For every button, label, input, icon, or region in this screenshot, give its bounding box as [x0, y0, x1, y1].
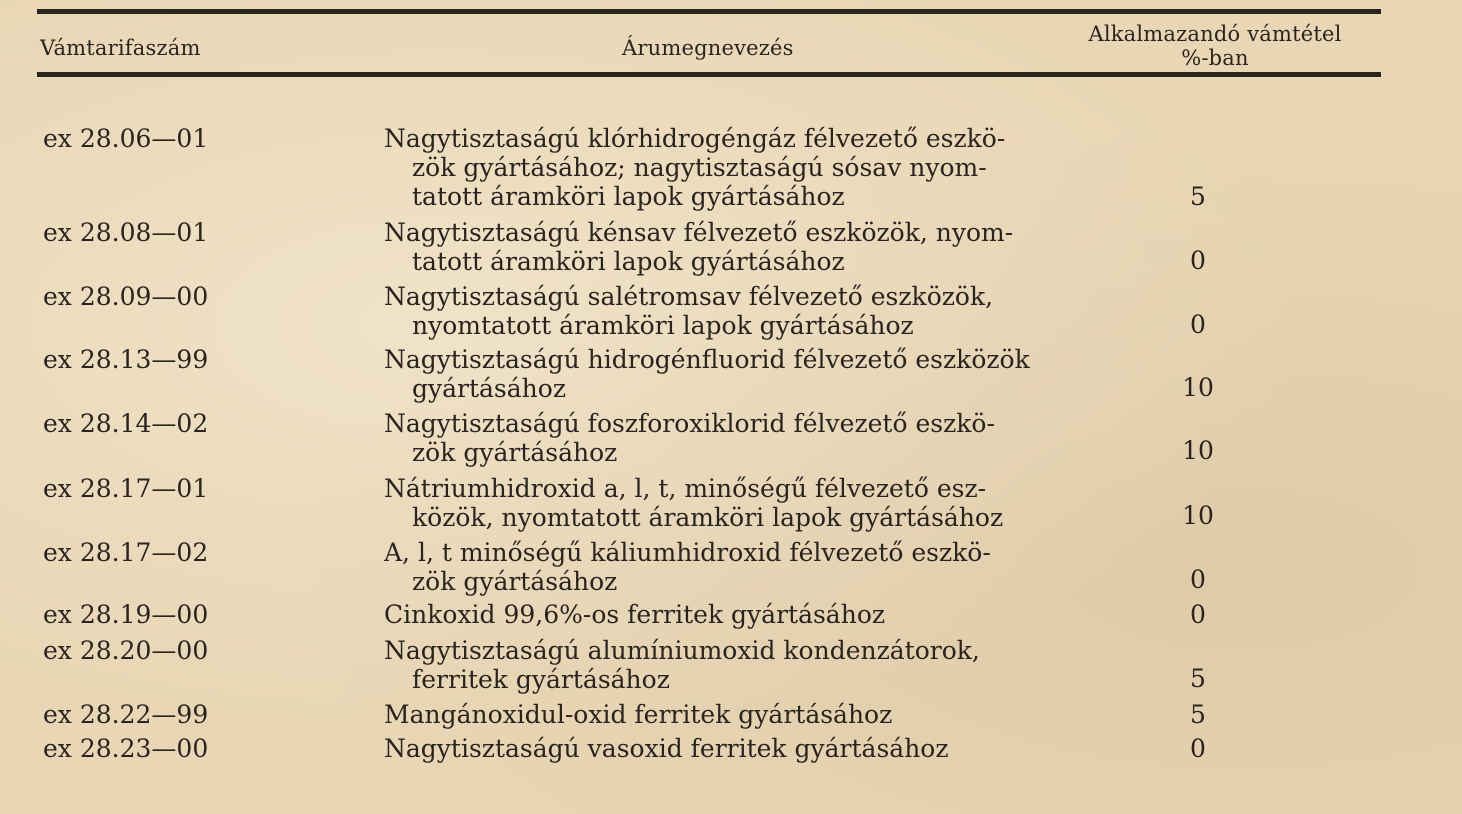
tariff-code: ex 28.17—01: [43, 474, 209, 503]
description-line: tatott áramköri lapok gyártásához: [412, 247, 845, 276]
duty-rate: 10: [1182, 436, 1214, 465]
description-line: Nagytisztaságú kénsav félvezető eszközök, nyom-: [384, 218, 1014, 247]
description-line: Nagytisztaságú vasoxid ferritek gyártásához: [384, 734, 949, 763]
duty-rate: 10: [1182, 373, 1214, 402]
tariff-code: ex 28.06—01: [43, 124, 209, 153]
goods-description: [384, 345, 1036, 403]
description-line: közök, nyomtatott áramköri lapok gyártásához: [412, 503, 1004, 532]
goods-description: [384, 600, 1036, 629]
description-line: tatott áramköri lapok gyártásához: [412, 182, 845, 211]
duty-rate: 0: [1190, 734, 1206, 763]
goods-description: [384, 734, 1036, 763]
goods-description: [384, 218, 1036, 276]
description-line: ferritek gyártásához: [412, 665, 670, 694]
description-line: Nagytisztaságú foszforoxiklorid félvezető eszkö-: [384, 409, 995, 438]
goods-description: [384, 636, 1036, 694]
column-header-description: Árumegnevezés: [622, 36, 794, 60]
goods-description: [384, 124, 1036, 211]
column-header-rate-line1: Alkalmazandó vámtétel: [1088, 22, 1342, 46]
description-line: Nátriumhidroxid a, l, t, minőségű félvezető esz-: [384, 474, 987, 503]
description-line: nyomtatott áramköri lapok gyártásához: [412, 311, 914, 340]
duty-rate: 0: [1190, 565, 1206, 594]
column-header-rate-line2: %-ban: [1181, 46, 1249, 70]
duty-rate: 0: [1190, 310, 1206, 339]
tariff-code: ex 28.13—99: [43, 345, 209, 374]
tariff-code: ex 28.08—01: [43, 218, 209, 247]
description-line: Mangánoxidul-oxid ferritek gyártásához: [384, 700, 893, 729]
tariff-code: ex 28.14—02: [43, 409, 209, 438]
goods-description: [384, 474, 1036, 532]
duty-rate: 0: [1190, 246, 1206, 275]
column-header-rate: [1070, 22, 1360, 70]
tariff-code: ex 28.19—00: [43, 600, 209, 629]
header-rule: [37, 72, 1381, 77]
description-line: Nagytisztaságú salétromsav félvezető eszközök,: [384, 282, 994, 311]
tariff-code: ex 28.17—02: [43, 538, 209, 567]
description-line: zök gyártásához; nagytisztaságú sósav nyom-: [412, 153, 987, 182]
description-line: zök gyártásához: [412, 567, 618, 596]
description-line: Nagytisztaságú alumíniumoxid kondenzátorok,: [384, 636, 980, 665]
duty-rate: 5: [1190, 182, 1206, 211]
goods-description: [384, 700, 1036, 729]
duty-rate: 5: [1190, 664, 1206, 693]
tariff-code: ex 28.22—99: [43, 700, 209, 729]
description-line: Nagytisztaságú hidrogénfluorid félvezető eszközök: [384, 345, 1030, 374]
description-line: gyártásához: [412, 374, 566, 403]
duty-rate: 10: [1182, 501, 1214, 530]
tariff-code: ex 28.09—00: [43, 282, 209, 311]
goods-description: [384, 538, 1036, 596]
description-line: A, l, t minőségű káliumhidroxid félvezető eszkö-: [384, 538, 991, 567]
column-header-code: Vámtarifaszám: [40, 36, 201, 60]
goods-description: [384, 409, 1036, 467]
goods-description: [384, 282, 1036, 340]
description-line: zök gyártásához: [412, 438, 618, 467]
tariff-code: ex 28.23—00: [43, 734, 209, 763]
duty-rate: 5: [1190, 700, 1206, 729]
duty-rate: 0: [1190, 600, 1206, 629]
tariff-code: ex 28.20—00: [43, 636, 209, 665]
description-line: Cinkoxid 99,6%-os ferritek gyártásához: [384, 600, 886, 629]
top-rule: [37, 9, 1381, 14]
description-line: Nagytisztaságú klórhidrogéngáz félvezető eszkö-: [384, 124, 1006, 153]
